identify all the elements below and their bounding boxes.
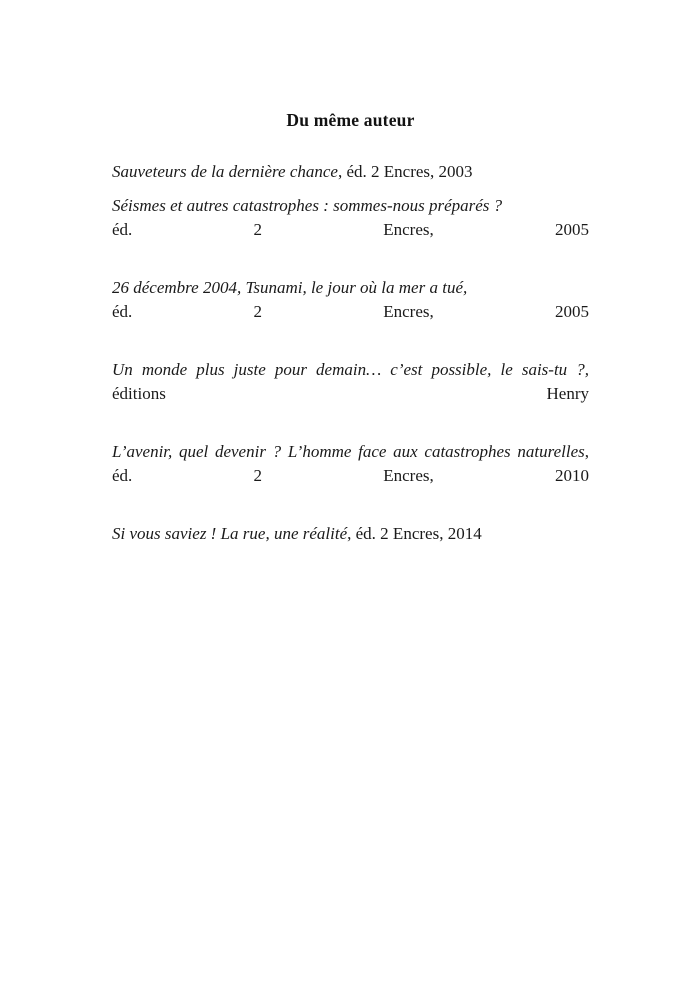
- work-imprint: , éd. 2 Encres, 2014: [347, 524, 482, 543]
- work-imprint: éditions Henry: [112, 384, 589, 403]
- page-content: [112, 0, 589, 546]
- bibliography-entry: [112, 194, 589, 266]
- work-imprint: , éd. 2 Encres, 2003: [337, 162, 473, 181]
- bibliography-list: [112, 160, 589, 546]
- work-title: Un monde plus juste pour demain… c’est possible, le sais-tu ?,: [112, 360, 589, 379]
- list-item: [112, 522, 589, 546]
- work-imprint: éd. 2 Encres, 2005: [112, 302, 589, 321]
- bibliography-entry: [112, 358, 589, 430]
- list-item: [112, 276, 589, 348]
- work-title: L’avenir, quel devenir ? L’homme face aux catastrophes naturelles: [112, 442, 585, 461]
- heading-spacer: [112, 131, 589, 160]
- list-item: [112, 358, 589, 430]
- bibliography-entry: [112, 276, 589, 348]
- work-title: Sauveteurs de la dernière chance: [112, 162, 338, 181]
- work-title: Si vous saviez ! La rue, une réalité: [112, 524, 348, 543]
- work-imprint: éd. 2 Encres, 2005: [112, 220, 589, 239]
- bibliography-entry: [112, 522, 589, 546]
- list-item: [112, 160, 589, 184]
- page-title: Du même auteur: [286, 110, 415, 130]
- bibliography-entry: [112, 160, 589, 184]
- work-title: Séismes et autres catastrophes : sommes-nous préparés ?: [112, 196, 503, 215]
- bibliography-entry: [112, 440, 589, 512]
- list-item: [112, 194, 589, 266]
- work-imprint: , éd. 2 Encres, 2010: [112, 442, 589, 485]
- work-title: 26 décembre 2004, Tsunami, le jour où la mer a tué,: [112, 278, 468, 297]
- list-item: [112, 440, 589, 512]
